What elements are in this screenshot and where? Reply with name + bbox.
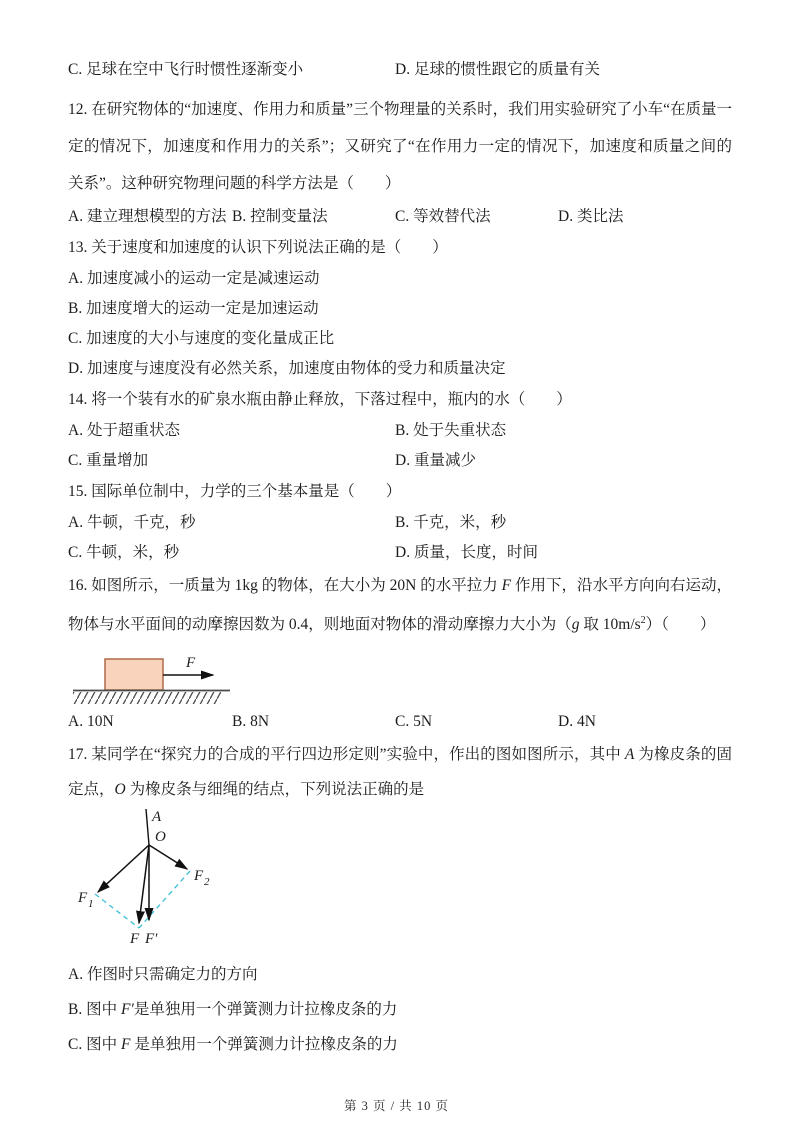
q15-options-row-1 [68,508,732,538]
q15-option-a: A. 牛顿，千克，秒 [68,514,196,531]
q16-stem-g-symbol: g [571,616,580,634]
q11-options-row [68,55,732,85]
label-point-o: O [155,829,166,846]
q13-option-a: A. 加速度减小的运动一定是减速运动 [68,270,320,287]
ground-hatching [73,692,221,704]
q14-stem: 14. 将一个装有水的矿泉水瓶由静止释放，下落过程中，瓶内的水（ ） [68,391,572,408]
q17-option-c-force-symbol: F [120,1036,131,1054]
q16-figure [70,647,732,705]
q12-option-c: C. 等效替代法 [395,208,491,225]
q16-stem-text-2: 作用下，沿水平方向向右运动，物体与水平面间的动摩擦因数为 0.4，则地面对物体的滑动摩擦力大小为（ [68,577,732,634]
parallelogram-dash-left [95,894,139,928]
q17-stem-text-3: 为橡皮条与细绳的结点，下列说法正确的是 [125,781,425,799]
q17-option-b-text-2: 是单独用一个弹簧测力计拉橡皮条的力 [133,1001,398,1019]
q17-option-c-text-2: 是单独用一个弹簧测力计拉橡皮条的力 [130,1036,398,1054]
q14-option-b: B. 处于失重状态 [395,422,507,439]
rubber-band-line [146,809,149,845]
label-f1: F [78,890,88,907]
q16-option-a: A. 10N [68,713,114,731]
q11-option-c: C. 足球在空中飞行时惯性逐渐变小 [68,61,304,78]
q17-stem-point-a-symbol: A [624,746,635,764]
q11-option-d: D. 足球的惯性跟它的质量有关 [395,61,600,78]
q17-option-c-text-1: C. 图中 [68,1036,121,1054]
q16-stem-text-4: ）（ ） [645,616,716,634]
label-f2: F [194,868,204,885]
q14-options-row-1 [68,416,732,446]
q15-options-row-2 [68,538,732,568]
q16-stem [68,568,732,642]
q17-stem [68,737,732,807]
q14-option-d: D. 重量减少 [395,452,476,469]
q13-stem: 13. 关于速度和加速度的认识下列说法正确的是（ ） [68,239,448,256]
label-f1-subscript: 1 [88,898,94,911]
q15-option-c: C. 牛顿，米，秒 [68,544,180,561]
q16-option-b: B. 8N [232,713,270,731]
exam-content [68,55,732,1062]
q16-options-row [68,707,732,737]
q15-option-d: D. 质量，长度，时间 [395,544,538,561]
q14-option-a: A. 处于超重状态 [68,422,180,439]
label-f2-subscript: 2 [204,876,210,889]
q17-stem-text-1: 17. 某同学在“探究力的合成的平行四边形定则”实验中，作出的图如图所示，其中 [68,746,625,764]
q17-stem-text-2: 为橡皮条的固定点， [68,746,732,799]
q14-options-row-2 [68,446,732,476]
q12-option-a: A. 建立理想模型的方法 [68,208,227,225]
q14-option-c: C. 重量增加 [68,452,149,469]
q12-option-b: B. 控制变量法 [232,208,328,225]
q12-options-row [68,202,732,232]
q17-option-b [68,992,732,1027]
q16-option-c: C. 5N [395,713,433,731]
q13-option-b: B. 加速度增大的运动一定是加速运动 [68,300,319,317]
block-shape [105,659,163,690]
q16-stem-text-1: 16. 如图所示，一质量为 1kg 的物体，在大小为 20N 的水平拉力 [68,577,502,594]
label-f-prime: F′ [145,931,158,948]
q17-option-b-force-symbol: F′ [120,1001,134,1019]
q13-option-d: D. 加速度与速度没有必然关系，加速度由物体的受力和质量决定 [68,360,506,377]
vector-f-arrow-icon [139,845,149,923]
vector-f2-arrow-icon [149,845,187,869]
q17-option-c [68,1027,732,1062]
vector-f1-arrow-icon [98,845,149,892]
q17-figure [68,807,732,957]
q16-block-diagram [70,647,300,705]
q15-option-b: B. 千克，米，秒 [395,514,507,531]
q13-option-c: C. 加速度的大小与速度的变化量成正比 [68,330,335,347]
q12-stem: 12. 在研究物体的“加速度、作用力和质量”三个物理量的关系时，我们用实验研究了小车“在质量一定的情况下，加速度和作用力的关系”；又研究了“在作用力一定的情况下，加速度和质量之间的关系”。这种研究物理问题的科学方法是（ ） [68,101,732,192]
force-label: F [186,655,196,672]
label-point-a: A [152,809,162,826]
q16-option-d: D. 4N [558,713,596,731]
label-f: F [130,931,140,948]
q17-option-a: A. 作图时只需确定力的方向 [68,966,258,984]
q16-stem-text-3: 取 10m/s [579,616,641,634]
q17-force-diagram [68,807,278,957]
page-number-footer: 第 3 页 / 共 10 页 [344,1099,449,1113]
q15-stem: 15. 国际单位制中，力学的三个基本量是（ ） [68,483,402,500]
q16-stem-force-symbol: F [501,577,512,594]
q16-stem-superscript: 2 [640,615,646,626]
q12-option-d: D. 类比法 [558,208,624,225]
q17-option-b-text-1: B. 图中 [68,1001,121,1019]
parallelogram-dash-right [139,871,190,928]
q17-stem-point-o-symbol: O [114,781,126,799]
